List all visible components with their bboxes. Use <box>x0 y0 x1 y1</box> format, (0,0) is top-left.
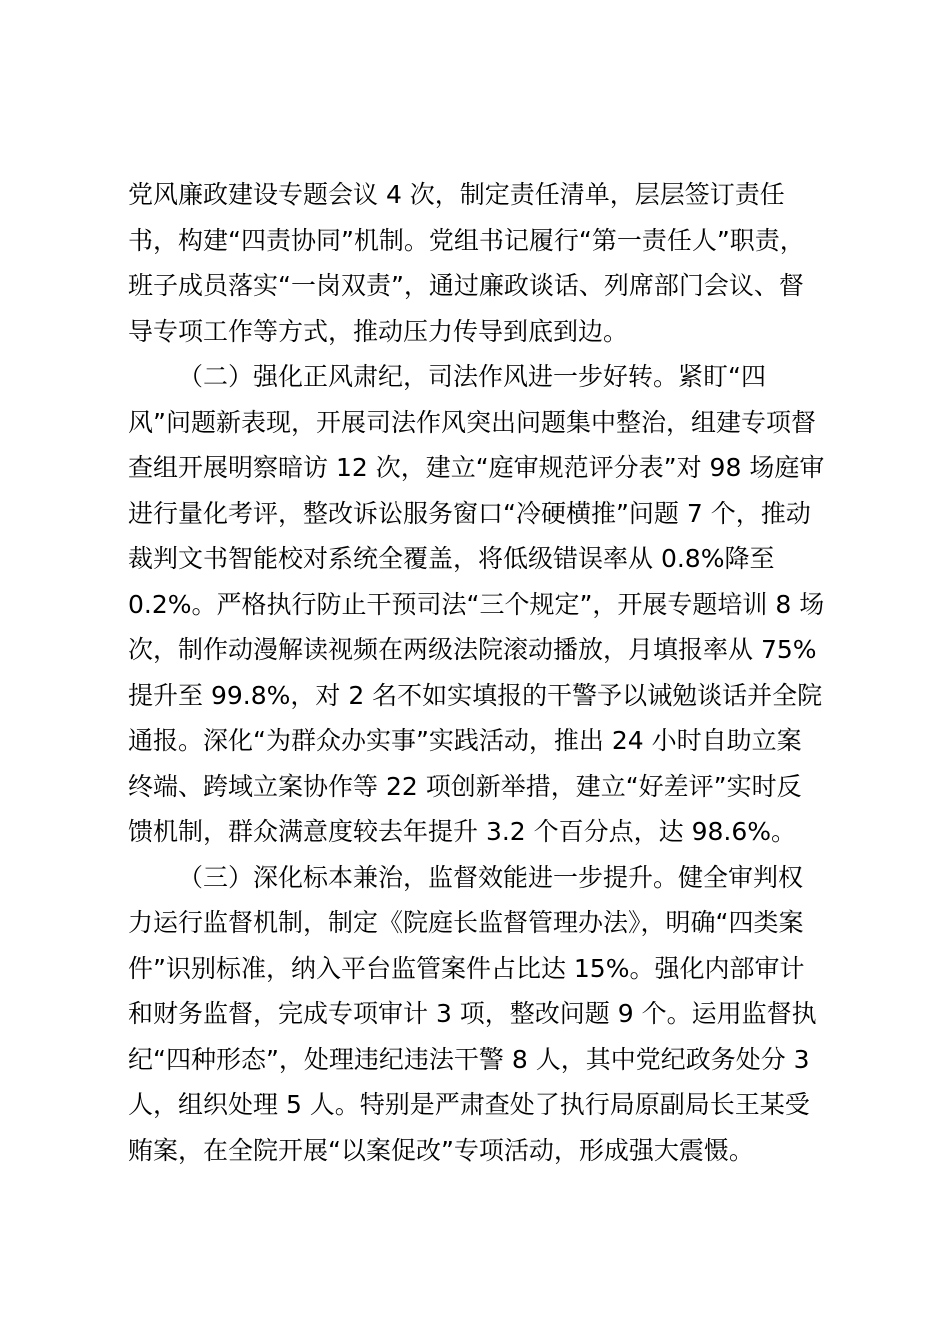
text-line: 人，组织处理 5 人。特别是严肃查处了执行局原副局长王某受 <box>128 1090 810 1119</box>
section-heading-line: （二）强化正风肃纪，司法作风进一步好转。紧盯“四 <box>178 362 766 391</box>
text-line: 书，构建“四责协同”机制。党组书记履行“第一责任人”职责， <box>128 225 805 255</box>
text-line: 班子成员落实“一岗双责”，通过廉政谈话、列席部门会议、督 <box>128 271 804 300</box>
text-line: 进行量化考评，整改诉讼服务窗口“冷硬横推”问题 7 个，推动 <box>128 498 811 528</box>
text-line: 提升至 99.8%，对 2 名不如实填报的干警予以诫勉谈话并全院 <box>128 680 823 710</box>
text-line: 件”识别标准，纳入平台监管案件占比达 15%。强化内部审计 <box>128 953 805 983</box>
text-line: 党风廉政建设专题会议 4 次，制定责任清单，层层签订责任 <box>128 180 785 209</box>
text-line: 风”问题新表现，开展司法作风突出问题集中整治，组建专项督 <box>128 407 816 437</box>
text-line: 导专项工作等方式，推动压力传导到底到边。 <box>128 316 629 346</box>
text-line: 贿案，在全院开展“以案促改”专项活动，形成强大震慑。 <box>128 1135 754 1165</box>
section-heading-line: （三）深化标本兼治，监督效能进一步提升。健全审判权 <box>178 862 804 892</box>
text-line: 纪“四种形态”，处理违纪违法干警 8 人，其中党纪政务处分 3 <box>128 1044 810 1074</box>
text-line: 通报。深化“为群众办实事”实践活动，推出 24 小时自助立案 <box>128 726 802 755</box>
text-line: 力运行监督机制，制定《院庭长监督管理办法》，明确“四类案 <box>128 908 804 937</box>
text-line: 和财务监督，完成专项审计 3 项，整改问题 9 个。运用监督执 <box>128 999 817 1028</box>
text-line: 裁判文书智能校对系统全覆盖，将低级错误率从 0.8%降至 <box>128 544 775 573</box>
text-line: 查组开展明察暗访 12 次，建立“庭审规范评分表”对 98 场庭审 <box>128 453 825 482</box>
text-line: 0.2%。严格执行防止干预司法“三个规定”，开展专题培训 8 场 <box>128 589 825 619</box>
text-line: 馈机制，群众满意度较去年提升 3.2 个百分点，达 98.6%。 <box>128 817 797 846</box>
text-line: 终端、跨域立案协作等 22 项创新举措，建立“好差评”实时反 <box>128 771 802 801</box>
body-text <box>128 172 828 1173</box>
text-line: 次，制作动漫解读视频在两级法院滚动播放，月填报率从 75% <box>128 635 817 664</box>
